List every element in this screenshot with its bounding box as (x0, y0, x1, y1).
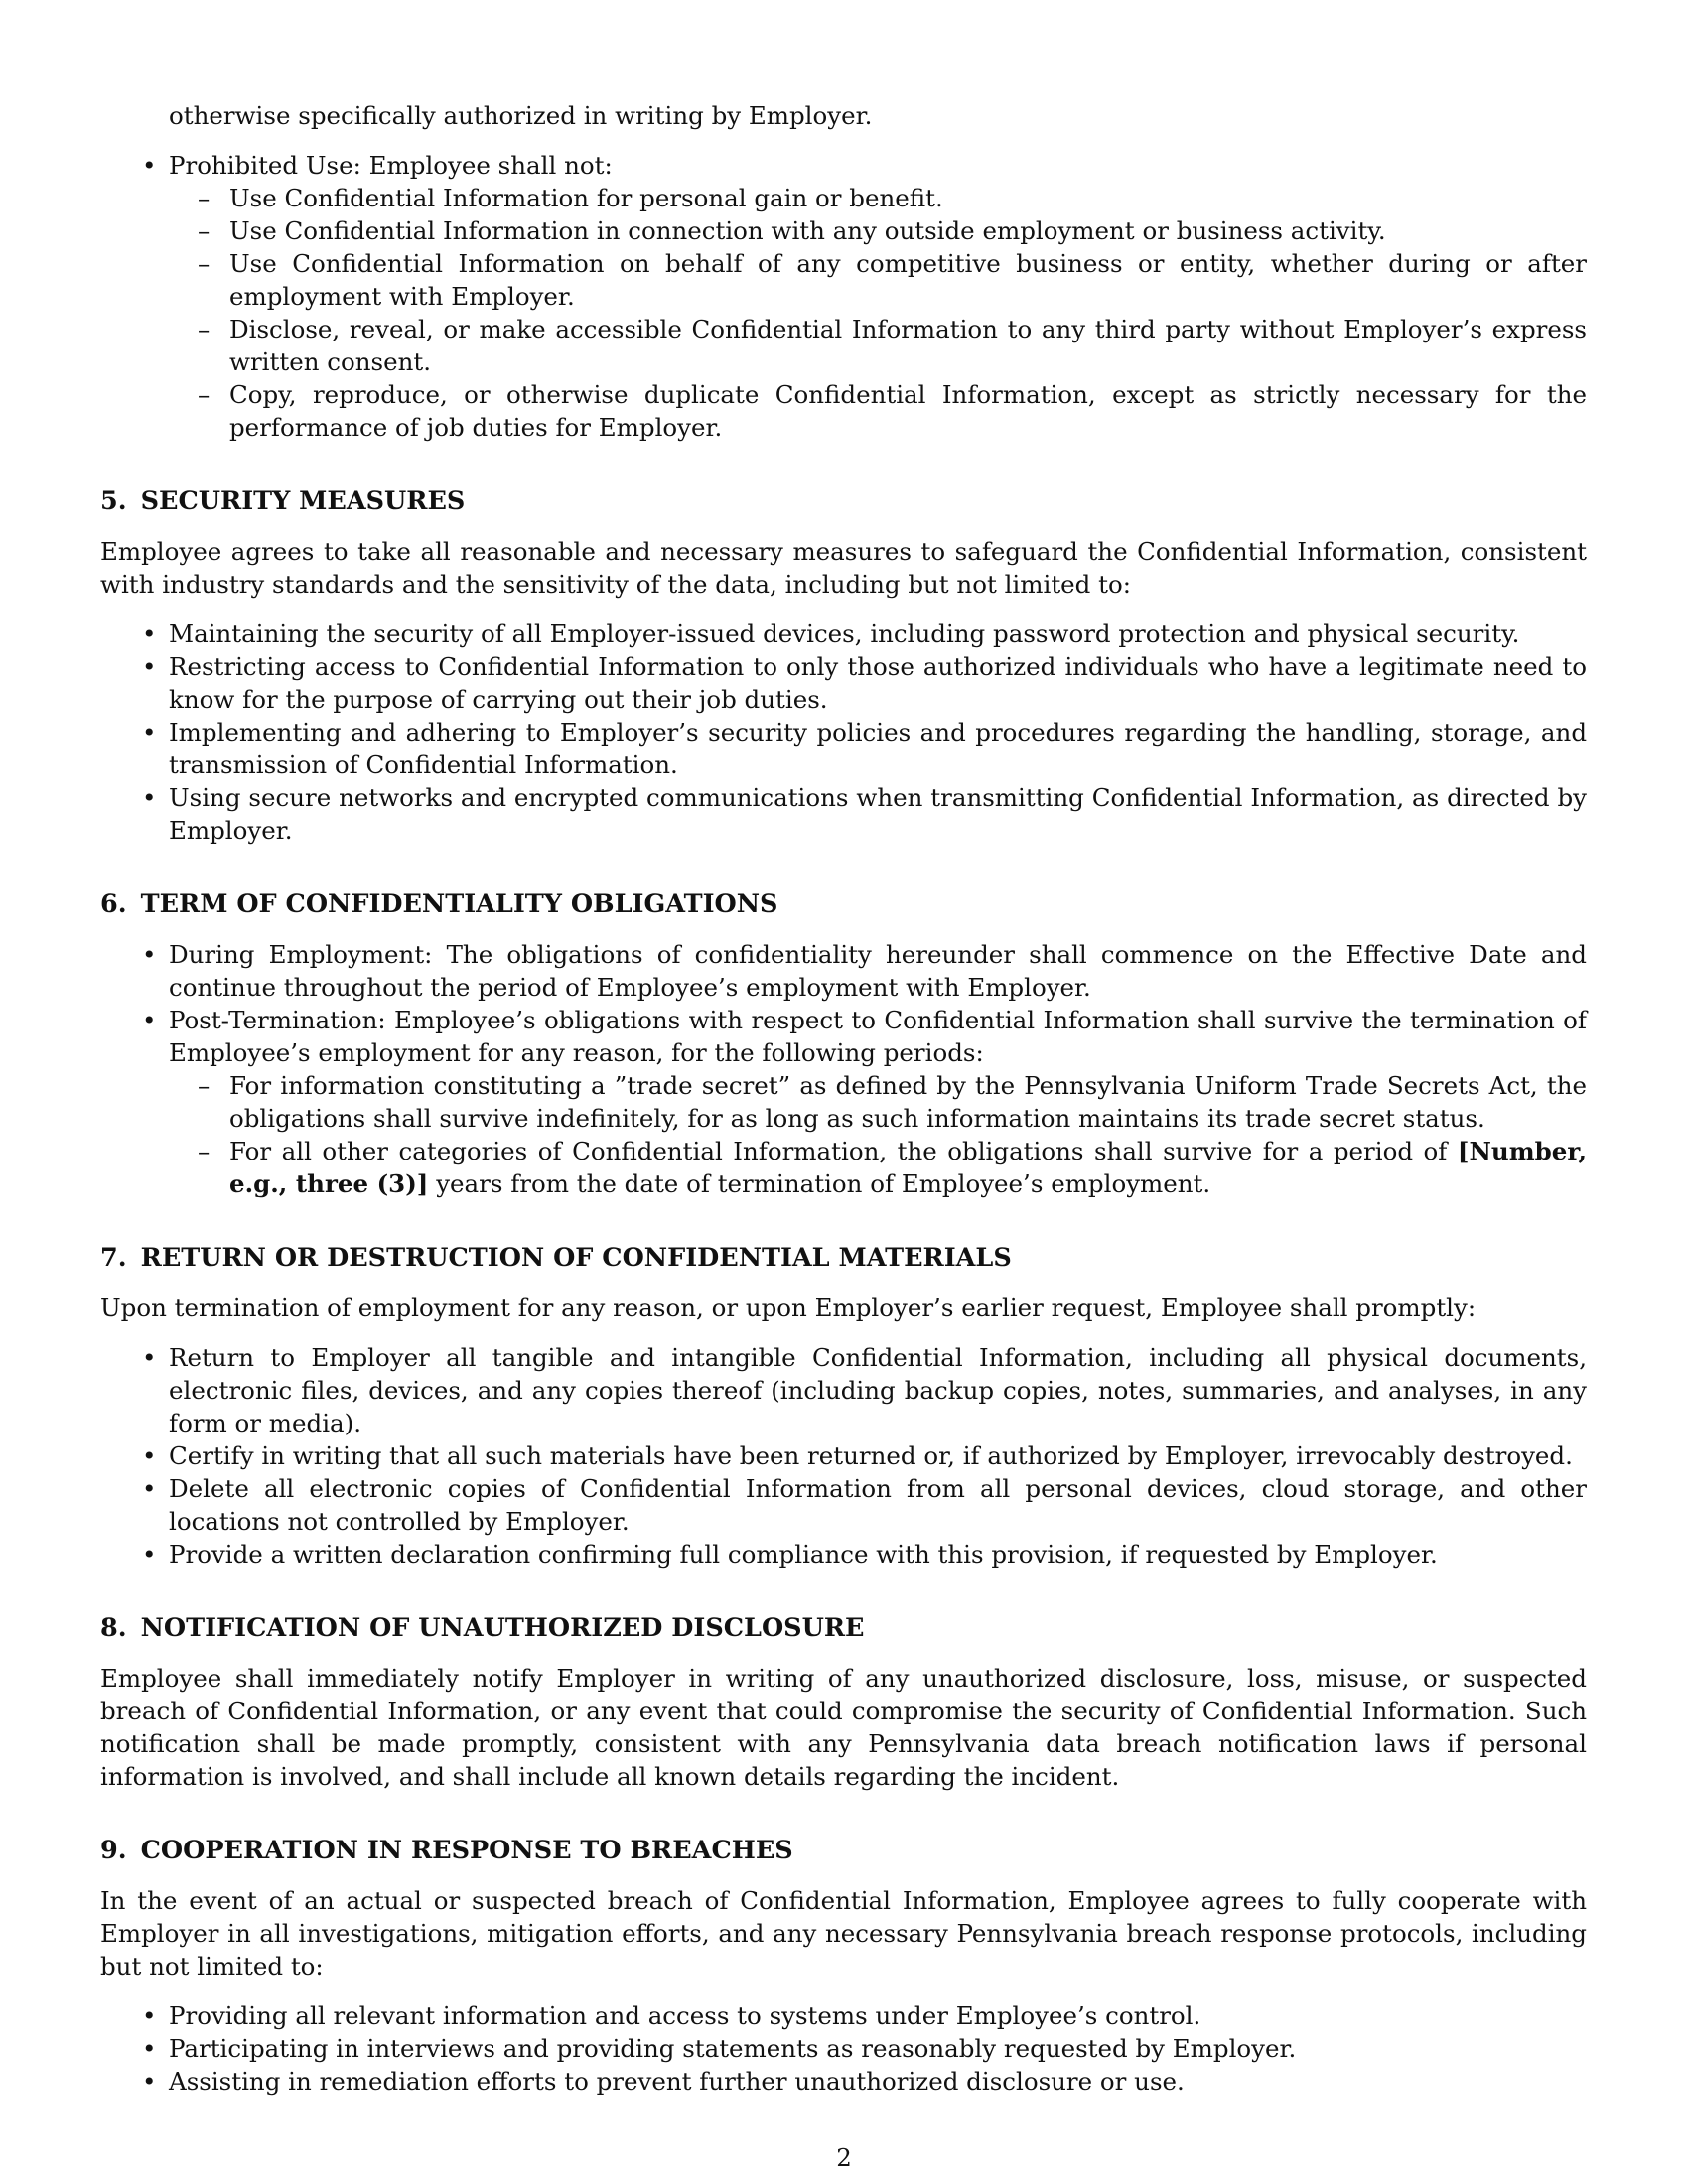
post-termination-sublist (169, 1069, 1587, 1200)
section-heading (100, 1835, 1587, 1867)
list-item: • Provide a written declaration confirming full compliance with this provision, if requested by Employer. (100, 1538, 1587, 1570)
section-title: RETURN OR DESTRUCTION OF CONFIDENTIAL MATERIALS (140, 1243, 1012, 1273)
section-intro: Upon termination of employment for any reason, or upon Employer’s earlier request, Employee shall promptly: (100, 1294, 1477, 1322)
list-item: – Use Confidential Information for personal gain or benefit. (169, 182, 1587, 214)
page-number: 2 (836, 2143, 852, 2172)
list-item: – Disclose, reveal, or make accessible Confidential Information to any third party without Employer’s express written consent. (169, 313, 1587, 378)
section-number: 6. (100, 889, 127, 919)
list-item (169, 1135, 1587, 1200)
section-intro: Employee agrees to take all reasonable and necessary measures to safeguard the Confidential Information, consistent with industry standards and the sensitivity of the data, including but not limited to: (100, 537, 1587, 599)
list-item: • During Employment: The obligations of confidentiality hereunder shall commence on the Effective Date and continue throughout the period of Employee’s employment with Employer. (100, 938, 1587, 1004)
section-title: TERM OF CONFIDENTIALITY OBLIGATIONS (140, 889, 778, 919)
return-materials-list (100, 1341, 1587, 1570)
section-title: COOPERATION IN RESPONSE TO BREACHES (140, 1836, 793, 1865)
list-item: • Maintaining the security of all Employer-issued devices, including password protection and physical security. (100, 617, 1587, 650)
section-number: 8. (100, 1613, 127, 1643)
section-number: 7. (100, 1243, 127, 1273)
list-item: • Providing all relevant information and access to systems under Employee’s control. (100, 1999, 1587, 2032)
placeholder-number: [Number, e.g., three (3)] (229, 1137, 1587, 1198)
other-period-suffix: years from the date of termination of Employee’s employment. (428, 1169, 1211, 1198)
post-termination-text: Post-Termination: Employee’s obligations with respect to Confidential Information shall survive the termination of Employee’s employment for any reason, for the following periods: (169, 1006, 1587, 1067)
list-item: • Using secure networks and encrypted communications when transmitting Confidential Information, as directed by Employer. (100, 781, 1587, 847)
section-title: SECURITY MEASURES (140, 486, 466, 516)
section-heading (100, 1612, 1587, 1645)
term-list (100, 938, 1587, 1200)
cooperation-list (100, 1999, 1587, 2098)
list-item (100, 149, 1587, 444)
list-item: – Use Confidential Information in connection with any outside employment or business activity. (169, 214, 1587, 247)
other-period-text: For all other categories of Confidential Information, the obligations shall survive for a period of (229, 1137, 1458, 1165)
prohibited-use-list (100, 149, 1587, 444)
list-item: • Participating in interviews and providing statements as reasonably requested by Employer. (100, 2032, 1587, 2065)
list-item: • Delete all electronic copies of Confidential Information from all personal devices, cloud storage, and other locations not controlled by Employer. (100, 1472, 1587, 1538)
list-item: – Copy, reproduce, or otherwise duplicate Confidential Information, except as strictly necessary for the performance of job duties for Employer. (169, 378, 1587, 444)
list-item (100, 1004, 1587, 1200)
security-measures-list (100, 617, 1587, 847)
prohibited-use-intro: Prohibited Use: Employee shall not: (169, 151, 613, 180)
section-number: 9. (100, 1836, 127, 1865)
list-item: • Restricting access to Confidential Information to only those authorized individuals who have a legitimate need to know for the purpose of carrying out their job duties. (100, 650, 1587, 716)
section-intro: In the event of an actual or suspected breach of Confidential Information, Employee agrees to fully cooperate with Employer in all investigations, mitigation efforts, and any necessary Pennsylvania breach response protocols, including but not limited to: (100, 1886, 1587, 1980)
prohibited-use-sublist (169, 182, 1587, 444)
section-title: NOTIFICATION OF UNAUTHORIZED DISCLOSURE (140, 1613, 865, 1643)
list-item: – For information constituting a ”trade secret” as defined by the Pennsylvania Uniform Trade Secrets Act, the obligations shall survive indefinitely, for as long as such information maintains its trade secret status. (169, 1069, 1587, 1135)
section-heading (100, 1242, 1587, 1275)
list-item: – Use Confidential Information on behalf of any competitive business or entity, whether during or after employment with Employer. (169, 247, 1587, 313)
continued-text: otherwise specifically authorized in writing by Employer. (169, 101, 873, 130)
section-body: Employee shall immediately notify Employer in writing of any unauthorized disclosure, loss, misuse, or suspected breach of Confidential Information, or any event that could compromise the security of Confidential Information. Such notification shall be made promptly, consistent with any Pennsylvania data breach notification laws if personal information is involved, and shall include all known details regarding the incident. (100, 1664, 1587, 1791)
section-heading (100, 485, 1587, 518)
document-page (100, 99, 1587, 2098)
list-item: • Return to Employer all tangible and intangible Confidential Information, including all physical documents, electronic files, devices, and any copies thereof (including backup copies, notes, summaries, and analyses, in any form or media). (100, 1341, 1587, 1439)
section-heading (100, 888, 1587, 921)
list-item: • Assisting in remediation efforts to prevent further unauthorized disclosure or use. (100, 2065, 1587, 2098)
list-item: • Implementing and adhering to Employer’s security policies and procedures regarding the handling, storage, and transmission of Confidential Information. (100, 716, 1587, 781)
list-item: • Certify in writing that all such materials have been returned or, if authorized by Employer, irrevocably destroyed. (100, 1439, 1587, 1472)
section-number: 5. (100, 486, 127, 516)
